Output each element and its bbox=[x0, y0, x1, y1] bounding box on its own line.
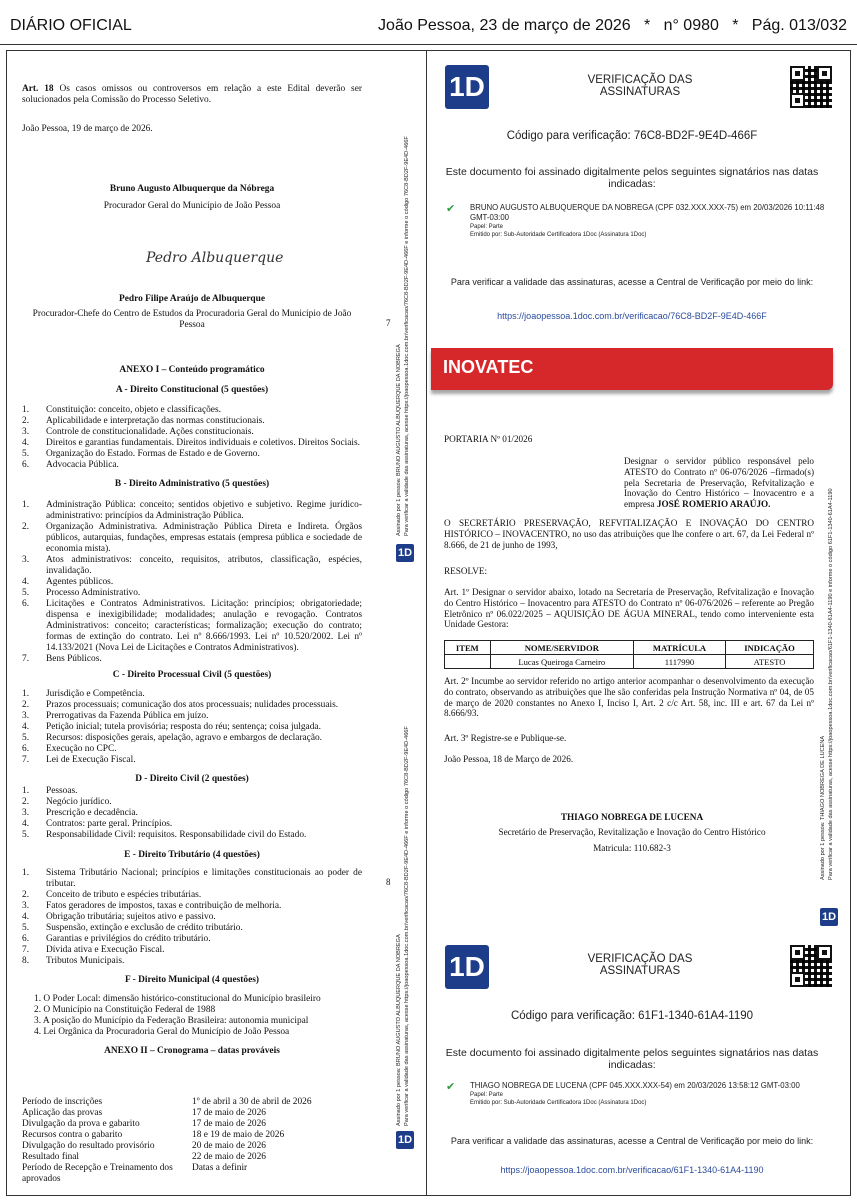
list-item-number: 1. bbox=[22, 689, 30, 699]
col-item: ITEM bbox=[445, 641, 491, 655]
list-item-number: 2. bbox=[22, 890, 30, 900]
handwritten-signature: Pedro Albuquerque bbox=[146, 250, 284, 266]
sig1-role: Procurador Geral do Município de João Pessoa bbox=[103, 201, 281, 211]
cronograma-row bbox=[22, 1097, 362, 1108]
secF-list bbox=[34, 994, 374, 1038]
list-item bbox=[22, 711, 362, 722]
cronograma-row bbox=[22, 1141, 362, 1152]
list-item-number: 6. bbox=[22, 934, 30, 944]
list-item: 1. O Poder Local: dimensão histórico-constitucional do Município brasileiro bbox=[34, 994, 321, 1004]
list-item: 2. O Município na Constituição Federal de 1988 bbox=[34, 1005, 216, 1015]
verif1-intro: Este documento foi assinado digitalmente pelos seguintes signatários nas datas indicadas: bbox=[445, 166, 819, 190]
list-item-text: Execução no CPC. bbox=[46, 744, 117, 754]
header-rule bbox=[0, 44, 857, 45]
cronograma-event: Resultado final bbox=[22, 1152, 80, 1162]
cronograma-date: 18 e 19 de maio de 2026 bbox=[192, 1130, 285, 1140]
secE-title: E - Direito Tributário (4 questões) bbox=[124, 850, 260, 860]
column-divider bbox=[426, 50, 427, 1196]
cronograma-event: Recursos contra o gabarito bbox=[22, 1130, 123, 1140]
art3-paragraph: Art. 3º Registre-se e Publique-se. bbox=[444, 733, 567, 743]
list-item bbox=[22, 577, 362, 588]
header-date-page: João Pessoa, 23 de março de 2026 * n° 0980 * Pág. 013/032 bbox=[378, 17, 847, 34]
list-item-text: Fatos geradores de impostos, taxas e contribuição de melhoria. bbox=[46, 901, 282, 911]
list-item bbox=[22, 438, 362, 449]
list-item bbox=[22, 755, 362, 766]
list-item-number: 4. bbox=[22, 912, 30, 922]
list-item-text: Prazos processuais; comunicação dos atos processuais; nulidades processuais. bbox=[46, 700, 339, 710]
cronograma-date: 17 de maio de 2026 bbox=[192, 1119, 266, 1129]
list-item bbox=[22, 786, 362, 797]
verif1-title: VERIFICAÇÃO DAS ASSINATURAS bbox=[587, 74, 693, 98]
secC-list bbox=[22, 689, 362, 766]
list-item-text: Agentes públicos. bbox=[46, 577, 114, 587]
1doc-logo-icon: 1D bbox=[820, 908, 838, 926]
col-matricula: MATRÍCULA bbox=[633, 641, 725, 655]
cronograma-date: Datas a definir bbox=[192, 1163, 248, 1173]
verif2-signer: THIAGO NOBREGA DE LUCENA (CPF 045.XXX.XXX-54) em 20/03/2026 13:58:12 GMT-03:00 Papel: Parte Emitido por: Sub-Autoridade Certificadora 1Doc (Assinatura 1Doc) bbox=[470, 1081, 800, 1106]
list-item-text: Pessoas. bbox=[46, 786, 78, 796]
secB-title: B - Direito Administrativo (5 questões) bbox=[114, 479, 270, 489]
servidor-table bbox=[444, 640, 814, 669]
list-item-text: Bens Públicos. bbox=[46, 654, 102, 664]
list-item bbox=[22, 588, 362, 599]
cell-indicacao: ATESTO bbox=[726, 655, 814, 669]
list-item-text: Suspensão, extinção e exclusão de crédito tributário. bbox=[46, 923, 243, 933]
list-item-text: Organização Administrativa. Administração Pública Direta e Indireta. Órgãos públicos, autarquias, fundações, empresas estatais (empresa pública e sociedade de economia mista). bbox=[46, 522, 362, 554]
sig3-name: THIAGO NOBREGA DE LUCENA bbox=[560, 812, 704, 822]
left-stamp-top-line2: Para verificar a validade das assinaturas, acesse https://joaopessoa.1doc.com.br/verificacao/76C8-BD2F-9E4D-466F e informe o código 76C8-BD2F-9E4D-466F bbox=[404, 136, 410, 536]
list-item bbox=[22, 427, 362, 438]
list-item-number: 5. bbox=[22, 830, 30, 840]
col-indicacao: INDICAÇÃO bbox=[726, 641, 814, 655]
list-item-number: 5. bbox=[22, 733, 30, 743]
art18-paragraph: Art. 18 Os casos omissos ou controversos em relação a este Edital deverão ser solucionados pela Comissão do Processo Seletivo. bbox=[22, 84, 362, 105]
list-item bbox=[22, 945, 362, 956]
list-item-text: Obrigação tributária; sujeitos ativo e passivo. bbox=[46, 912, 216, 922]
list-item bbox=[22, 923, 362, 934]
list-item bbox=[22, 722, 362, 733]
list-item-number: 8. bbox=[22, 956, 30, 966]
secF-title: F - Direito Municipal (4 questões) bbox=[124, 975, 260, 985]
list-item-number: 6. bbox=[22, 460, 30, 470]
cronograma-date: 22 de maio de 2026 bbox=[192, 1152, 266, 1162]
list-item-text: Recursos: disposições gerais, apelação, agravo e embargos de declaração. bbox=[46, 733, 323, 743]
page-number-7: 7 bbox=[386, 318, 391, 328]
list-item-number: 5. bbox=[22, 449, 30, 459]
list-item-text: Dívida ativa e Execução Fiscal. bbox=[46, 945, 165, 955]
list-item-text: Advocacia Pública. bbox=[46, 460, 119, 470]
verif2-validate-text: Para verificar a validade das assinaturas, acesse a Central de Verificação por meio do link: bbox=[450, 1136, 814, 1146]
secretario-paragraph: O SECRETÁRIO PRESERVAÇÃO, REFVITALIZAÇÃO E INOVAÇÃO DO CENTRO HISTÓRICO – INOVACENTRO, no uso das atribuições que lhe confere o art. 67, da Lei Federal nº 8.666, de 21 de junho de 1993, bbox=[444, 518, 814, 550]
list-item bbox=[22, 808, 362, 819]
secE-list bbox=[22, 868, 362, 967]
list-item-text: Licitações e Contratos Administrativos. Licitação: princípios; obrigatoriedade; dispensa e inexigibilidade; modalidades; anulação e revogação. Contratos Administrativos: conceito; características; formalização; execução do contrato; formas de extinção do contrato. Lei nº 8.666/1993. Lei nº 10.520/2002. Lei nº 14.133/2021 (Nova Lei de Licitações e Contratos Administrativos). bbox=[46, 599, 362, 653]
page-number-8: 8 bbox=[386, 877, 391, 887]
list-item-number: 7. bbox=[22, 654, 30, 664]
list-item-number: 1. bbox=[22, 868, 30, 878]
left-stamp-top-line1: Assinado por 1 pessoa: BRUNO AUGUSTO ALBUQUERQUE DA NOBREGA bbox=[396, 344, 402, 536]
portaria-ementa: Designar o servidor público responsável pelo ATESTO do Contrato nº 06-076/2026 –firmado(s) pela Secretaria de Preservação, Refvitalização e Inovação do Centro Histórico – Inovacentro e a empresa JOSÉ ROMERIO ARAÚJO. bbox=[624, 456, 814, 510]
table-header-row bbox=[445, 641, 814, 655]
cronograma-date: 20 de maio de 2026 bbox=[192, 1141, 266, 1151]
cronograma-row bbox=[22, 1152, 362, 1163]
list-item-number: 6. bbox=[22, 599, 30, 609]
list-item bbox=[22, 522, 362, 555]
list-item bbox=[22, 460, 362, 471]
secB-list bbox=[22, 500, 362, 665]
verif2-link[interactable]: https://joaopessoa.1doc.com.br/verificacao/61F1-1340-61A4-1190 bbox=[500, 1165, 764, 1175]
list-item bbox=[22, 599, 362, 654]
cronograma-event: Divulgação da prova e gabarito bbox=[22, 1119, 140, 1129]
list-item-text: Processo Administrativo. bbox=[46, 588, 141, 598]
list-item bbox=[22, 901, 362, 912]
list-item-number: 3. bbox=[22, 901, 30, 911]
1doc-logo-icon: 1D bbox=[445, 945, 489, 989]
list-item bbox=[22, 744, 362, 755]
list-item-number: 1. bbox=[22, 786, 30, 796]
list-item bbox=[22, 405, 362, 416]
list-item-text: Jurisdição e Competência. bbox=[46, 689, 145, 699]
verif1-link[interactable]: https://joaopessoa.1doc.com.br/verificacao/76C8-BD2F-9E4D-466F bbox=[497, 311, 767, 321]
list-item bbox=[22, 830, 362, 841]
list-item-number: 7. bbox=[22, 945, 30, 955]
cronograma-table bbox=[22, 1097, 362, 1185]
list-item: 4. Lei Orgânica da Procuradoria Geral do Município de João Pessoa bbox=[34, 1027, 290, 1037]
cronograma-event: Divulgação do resultado provisório bbox=[22, 1141, 155, 1151]
list-item-text: Aplicabilidade e interpretação das normas constitucionais. bbox=[46, 416, 265, 426]
list-item-number: 3. bbox=[22, 427, 30, 437]
list-item bbox=[22, 416, 362, 427]
list-item-text: Administração Pública: conceito; sentidos objetivo e subjetivo. Regime jurídico-administrativo: princípios da Administração Pública. bbox=[46, 500, 362, 521]
list-item bbox=[22, 449, 362, 460]
list-item-text: Tributos Municipais. bbox=[46, 956, 125, 966]
secA-list bbox=[22, 405, 362, 471]
secD-list bbox=[22, 786, 362, 841]
list-item-number: 6. bbox=[22, 744, 30, 754]
list-item-number: 2. bbox=[22, 700, 30, 710]
list-item-number: 3. bbox=[22, 808, 30, 818]
cronograma-date: 1º de abril a 30 de abril de 2026 bbox=[192, 1097, 312, 1107]
sig2-name: Pedro Filipe Araújo de Albuquerque bbox=[118, 294, 266, 304]
list-item-text: Atos administrativos: conceito, requisitos, atributos, classificação, espécies, invalidação. bbox=[46, 555, 362, 576]
list-item-text: Petição inicial; tutela provisória; resposta do réu; sentença; coisa julgada. bbox=[46, 722, 321, 732]
left-date: João Pessoa, 19 de março de 2026. bbox=[22, 124, 153, 134]
secC-title: C - Direito Processual Civil (5 questões) bbox=[112, 670, 272, 680]
list-item-number: 5. bbox=[22, 923, 30, 933]
table-row bbox=[445, 655, 814, 669]
left-stamp-bottom-line2: Para verificar a validade das assinaturas, acesse https://joaopessoa.1doc.com.br/verificacao/76C8-BD2F-9E4D-466F e informe o código 76C8-BD2F-9E4D-466F bbox=[404, 726, 410, 1126]
cronograma-row bbox=[22, 1108, 362, 1119]
list-item-text: Conceito de tributo e espécies tributárias. bbox=[46, 890, 202, 900]
sig1-name: Bruno Augusto Albuquerque da Nóbrega bbox=[109, 184, 275, 194]
art1-paragraph: Art. 1º Designar o servidor abaixo, lotado na Secretaria de Preservação, Refvitalização e Inovação do Centro Histórico – Inovacentro para ATESTO do Contrato nº 06-076/2026 – referente ao Pregão Eletrônico nº 06.022/2025 – AQUISIÇÃO DE ÁGUA MINERAL, tendo como interveniente esta Unidade Gestora: bbox=[444, 587, 814, 630]
cronograma-row bbox=[22, 1130, 362, 1141]
list-item bbox=[22, 689, 362, 700]
list-item: 3. A posição do Município da Federação Brasileira: autonomia municipal bbox=[34, 1016, 309, 1026]
list-item-text: Negócio jurídico. bbox=[46, 797, 112, 807]
inovatec-banner: INOVATEC bbox=[431, 348, 833, 390]
cronograma-row bbox=[22, 1163, 362, 1185]
list-item-number: 2. bbox=[22, 797, 30, 807]
portaria-number: PORTARIA Nº 01/2026 bbox=[444, 434, 533, 444]
list-item-text: Responsabilidade Civil: requisitos. Responsabilidade civil do Estado. bbox=[46, 830, 307, 840]
list-item bbox=[22, 890, 362, 901]
1doc-logo-icon: 1D bbox=[396, 544, 414, 562]
verif1-validate-text: Para verificar a validade das assinaturas, acesse a Central de Verificação por meio do link: bbox=[450, 277, 814, 287]
right-stamp-line1: Assinado por 1 pessoa: THIAGO NOBREGA DE LUCENA bbox=[820, 735, 826, 880]
list-item bbox=[22, 797, 362, 808]
list-item bbox=[22, 912, 362, 923]
col-nome: NOME/SERVIDOR bbox=[490, 641, 633, 655]
list-item bbox=[22, 956, 362, 967]
list-item-number: 4. bbox=[22, 438, 30, 448]
list-item-text: Sistema Tributário Nacional; princípios e limitações constitucionais ao poder de tributar. bbox=[46, 868, 362, 889]
list-item bbox=[22, 934, 362, 945]
check-icon: ✔ bbox=[446, 1080, 456, 1093]
list-item-number: 2. bbox=[22, 522, 30, 532]
verif1-code: Código para verificação: 76C8-BD2F-9E4D-466F bbox=[506, 130, 758, 142]
secA-title: A - Direito Constitucional (5 questões) bbox=[115, 385, 269, 395]
journal-title: DIÁRIO OFICIAL bbox=[10, 17, 132, 34]
list-item-number: 3. bbox=[22, 555, 30, 565]
list-item-text: Constituição: conceito, objeto e classificações. bbox=[46, 405, 221, 415]
list-item-text: Organização do Estado. Formas de Estado e de Governo. bbox=[46, 449, 260, 459]
list-item-text: Prerrogativas da Fazenda Pública em juízo. bbox=[46, 711, 209, 721]
list-item-text: Contratos: parte geral. Princípios. bbox=[46, 819, 173, 829]
art2-paragraph: Art. 2º Incumbe ao servidor referido no artigo anterior acompanhar o desenvolvimento da execução do contrato, observando as atribuições que lhe são conferidas pela Instrução Normativa nº 04, de 05 de março de 2020 constantes no Anexo I, Inciso I, Art. 2 c/c Art. 58, inc. III e art. 67 da Lei nº 8.666/93. bbox=[444, 676, 814, 719]
qr-code-icon bbox=[790, 66, 832, 108]
sig3-matricula: Matricula: 110.682-3 bbox=[593, 843, 671, 853]
list-item-text: Direitos e garantias fundamentais. Direitos individuais e coletivos. Direitos Sociais. bbox=[46, 438, 360, 448]
list-item-text: Prescrição e decadência. bbox=[46, 808, 138, 818]
cell-item bbox=[445, 655, 491, 669]
left-stamp-bottom-line1: Assinado por 1 pessoa: BRUNO AUGUSTO ALBUQUERQUE DA NOBREGA bbox=[396, 934, 402, 1126]
list-item-number: 4. bbox=[22, 722, 30, 732]
verif2-intro: Este documento foi assinado digitalmente pelos seguintes signatários nas datas indicadas: bbox=[445, 1047, 819, 1071]
cronograma-row bbox=[22, 1119, 362, 1130]
qr-code-icon bbox=[790, 945, 832, 987]
list-item bbox=[22, 654, 362, 665]
list-item-text: Garantias e privilégios do crédito tributário. bbox=[46, 934, 211, 944]
cell-matricula: 1117990 bbox=[633, 655, 725, 669]
list-item-number: 1. bbox=[22, 405, 30, 415]
1doc-logo-icon: 1D bbox=[396, 1131, 414, 1149]
list-item bbox=[22, 868, 362, 890]
cronograma-event: Período de Recepção e Treinamento dos aprovados bbox=[22, 1163, 173, 1184]
right-stamp-line2: Para verificar a validade das assinaturas, acesse https://joaopessoa.1doc.com.br/verificacao/61F1-1340-61A4-1190 e informe o código 61F1-1340-61A4-1190 bbox=[828, 488, 834, 880]
list-item-number: 3. bbox=[22, 711, 30, 721]
sig2-role: Procurador-Chefe do Centro de Estudos da Procuradoria Geral do Município de João Pessoa bbox=[32, 309, 352, 330]
page-header bbox=[0, 0, 857, 56]
cronograma-event: Aplicação das provas bbox=[22, 1108, 103, 1118]
list-item bbox=[22, 733, 362, 744]
list-item-number: 7. bbox=[22, 755, 30, 765]
1doc-logo-icon: 1D bbox=[445, 65, 489, 109]
list-item bbox=[22, 819, 362, 830]
list-item bbox=[22, 700, 362, 711]
cell-nome: Lucas Queiroga Carneiro bbox=[490, 655, 633, 669]
check-icon: ✔ bbox=[446, 202, 456, 215]
sig3-role: Secretário de Preservação, Revitalização e Inovação do Centro Histórico bbox=[498, 827, 766, 837]
list-item-number: 5. bbox=[22, 588, 30, 598]
list-item bbox=[22, 500, 362, 522]
list-item-number: 2. bbox=[22, 416, 30, 426]
verif2-code: Código para verificação: 61F1-1340-61A4-1190 bbox=[510, 1010, 754, 1022]
secD-title: D - Direito Civil (2 questões) bbox=[135, 774, 249, 784]
list-item bbox=[22, 555, 362, 577]
list-item-number: 4. bbox=[22, 819, 30, 829]
list-item-number: 1. bbox=[22, 500, 30, 510]
cronograma-date: 17 de maio de 2026 bbox=[192, 1108, 266, 1118]
verif1-signer: BRUNO AUGUSTO ALBUQUERQUE DA NOBREGA (CPF 032.XXX.XXX-75) em 20/03/2026 10:11:48 GMT-03:00 Papel: Parte Emitido por: Sub-Autoridade Certificadora 1Doc (Assinatura 1Doc) bbox=[470, 203, 825, 238]
verif2-title: VERIFICAÇÃO DAS ASSINATURAS bbox=[587, 953, 693, 977]
list-item-text: Lei de Execução Fiscal. bbox=[46, 755, 136, 765]
resolve-label: RESOLVE: bbox=[444, 566, 488, 576]
list-item-number: 4. bbox=[22, 577, 30, 587]
list-item-text: Controle de constitucionalidade. Ações constitucionais. bbox=[46, 427, 254, 437]
anexo2-title: ANEXO II – Cronograma – datas prováveis bbox=[104, 1046, 280, 1056]
cronograma-event: Período de inscrições bbox=[22, 1097, 103, 1107]
right-date: João Pessoa, 18 de Março de 2026. bbox=[444, 754, 574, 764]
anexo1-title: ANEXO I – Conteúdo programático bbox=[119, 365, 265, 375]
